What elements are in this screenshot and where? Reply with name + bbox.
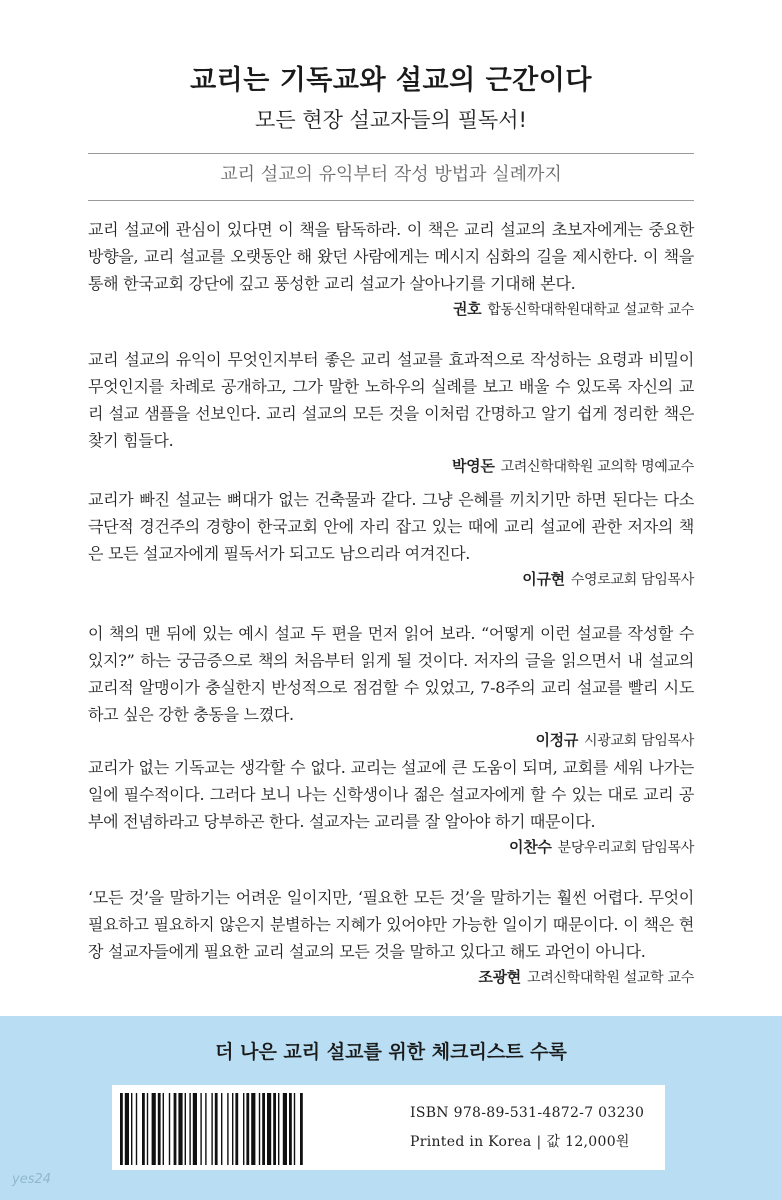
- barcode-bar: [131, 1093, 132, 1165]
- reviewer-name: 박영돈: [451, 457, 495, 475]
- barcode-bar: [235, 1093, 238, 1165]
- barcode-bar: [215, 1093, 218, 1165]
- barcode-bar: [278, 1093, 279, 1165]
- divider-top: [88, 153, 694, 154]
- barcode-bar: [294, 1093, 295, 1165]
- separator: |: [536, 1134, 542, 1150]
- barcode-bar: [262, 1093, 265, 1165]
- review-signature: [88, 454, 694, 479]
- barcode-bar: [289, 1093, 292, 1165]
- barcode-bar: [243, 1093, 244, 1165]
- review-signature: [88, 297, 694, 322]
- barcode-bar: [120, 1093, 123, 1165]
- barcode-bar: [251, 1093, 255, 1165]
- barcode-bar: [193, 1093, 197, 1165]
- barcode-bar: [189, 1093, 190, 1165]
- barcode-bar: [246, 1093, 249, 1165]
- reviewer-affiliation: 합동신학대학원대학교 설교학 교수: [487, 302, 694, 318]
- barcode-bar: [125, 1093, 129, 1165]
- reviewer-name: 권호: [452, 300, 482, 318]
- reviewer-affiliation: 분당우리교회 담임목사: [557, 840, 694, 856]
- barcode: [120, 1093, 390, 1165]
- barcode-bar: [232, 1093, 233, 1165]
- barcode-bar: [300, 1093, 303, 1165]
- review-signature: [88, 835, 694, 860]
- review-4: [88, 620, 694, 753]
- barcode-bar: [185, 1093, 186, 1165]
- barcode-bar: [259, 1093, 260, 1165]
- barcode-bar: [205, 1093, 206, 1165]
- headline: 교리는 기독교와 설교의 근간이다: [190, 65, 592, 96]
- barcode-bar: [227, 1093, 228, 1165]
- barcode-bar: [169, 1093, 170, 1165]
- barcode-bar: [221, 1093, 222, 1165]
- divider-bottom: [88, 200, 694, 201]
- review-3: [88, 486, 694, 592]
- review-text: 교리가 빠진 설교는 뼈대가 없는 건축물과 같다. 그냥 은혜를 끼치기만 하면 된다는 다소 극단적 경건주의 경향이 한국교회 안에 자리 잡고 있는 때에 교리 설교에 관한 저자의 책은 모든 설교자에게 필독서가 되고도 남으리라 여겨진다.: [88, 490, 694, 563]
- barcode-bar: [152, 1093, 156, 1165]
- isbn-text: ISBN 978-89-531-4872-7 03230: [410, 1105, 645, 1121]
- tagline: 교리 설교의 유익부터 작성 방법과 실례까지: [220, 164, 562, 185]
- barcode-bar: [283, 1093, 287, 1165]
- reviewer-name: 이정규: [535, 731, 579, 749]
- reviewer-affiliation: 고려신학대학원 교의학 명예교수: [500, 459, 694, 475]
- reviewer-name: 이찬수: [509, 838, 552, 856]
- price-text: 값 12,000원: [546, 1134, 630, 1150]
- reviewer-affiliation: 고려신학대학원 설교학 교수: [527, 970, 694, 986]
- review-text: 이 책의 맨 뒤에 있는 예시 설교 두 편을 먼저 읽어 보라. “어떻게 이런 설교를 작성할 수 있지?” 하는 궁금증으로 책의 처음부터 읽게 될 것이다. 저자의 글을 읽으면서 내 설교의 교리적 알맹이가 충실한지 반성적으로 점검할 수 있었고, 7-8주의 교리 설교를 빨리 시도하고 싶은 강한 충동을 느꼈다.: [88, 624, 694, 724]
- review-1: [88, 216, 694, 322]
- barcode-bar: [174, 1093, 177, 1165]
- review-text: 교리가 없는 기독교는 생각할 수 없다. 교리는 설교에 큰 도움이 되며, 교회를 세워 나가는 일에 필수적이다. 그러다 보니 나는 신학생이나 젊은 설교자에게 할 수 있는 대로 교리 공부에 전념하라고 당부하곤 한다. 설교자는 교리를 잘 알아야 하기 때문이다.: [88, 758, 694, 831]
- barcode-bar: [200, 1093, 201, 1165]
- review-signature: [88, 965, 694, 990]
- reviewer-name: 이규현: [522, 570, 565, 588]
- barcode-bar: [142, 1093, 145, 1165]
- barcode-bar: [163, 1093, 164, 1165]
- barcode-bar: [267, 1093, 271, 1165]
- barcode-bar: [147, 1093, 148, 1165]
- review-signature: [88, 567, 694, 592]
- review-text: ‘모든 것’을 말하기는 어려운 일이지만, ‘필요한 모든 것’을 말하기는 훨씬 어렵다. 무엇이 필요하고 필요하지 않은지 분별하는 지혜가 있어야만 가능한 일이기 때문이다. 이 책은 현장 설교자들에게 필요한 교리 설교의 모든 것을 말하고 있다고 해도 과언이 아니다.: [88, 888, 694, 961]
- reviewer-name: 조광현: [478, 968, 521, 986]
- review-2: [88, 346, 694, 479]
- review-signature: [88, 728, 694, 753]
- review-5: [88, 754, 694, 860]
- band-title: 더 나은 교리 설교를 위한 체크리스트 수록: [215, 1041, 567, 1063]
- reviewer-affiliation: 시광교회 담임목사: [584, 733, 694, 749]
- barcode-bar: [273, 1093, 276, 1165]
- review-text: 교리 설교의 유익이 무엇인지부터 좋은 교리 설교를 효과적으로 작성하는 요령과 비밀이 무엇인지를 차례로 공개하고, 그가 말한 노하우의 실례를 보고 배울 수 있도록 자신의 교리 설교 샘플을 선보인다. 교리 설교의 모든 것을 이처럼 간명하고 알기 쉽게 정리한 책은 찾기 힘들다.: [88, 350, 694, 450]
- barcode-box: [112, 1085, 665, 1170]
- printed-in-korea: Printed in Korea: [410, 1134, 532, 1150]
- barcode-bar: [158, 1093, 161, 1165]
- barcode-bar: [211, 1093, 212, 1165]
- barcode-bar: [178, 1093, 182, 1165]
- review-6: [88, 884, 694, 990]
- watermark-logo: yes24: [12, 1172, 52, 1187]
- barcode-bar: [136, 1093, 137, 1165]
- subheadline: 모든 현장 설교자들의 필독서!: [255, 108, 527, 132]
- review-text: 교리 설교에 관심이 있다면 이 책을 탐독하라. 이 책은 교리 설교의 초보자에게는 중요한 방향을, 교리 설교를 오랫동안 해 왔던 사람에게는 메시지 심화의 길을 제시한다. 이 책을 통해 한국교회 강단에 깊고 풍성한 교리 설교가 살아나기를 기대해 본다.: [88, 220, 694, 293]
- price-line: [410, 1131, 630, 1151]
- reviewer-affiliation: 수영로교회 담임목사: [570, 572, 694, 588]
